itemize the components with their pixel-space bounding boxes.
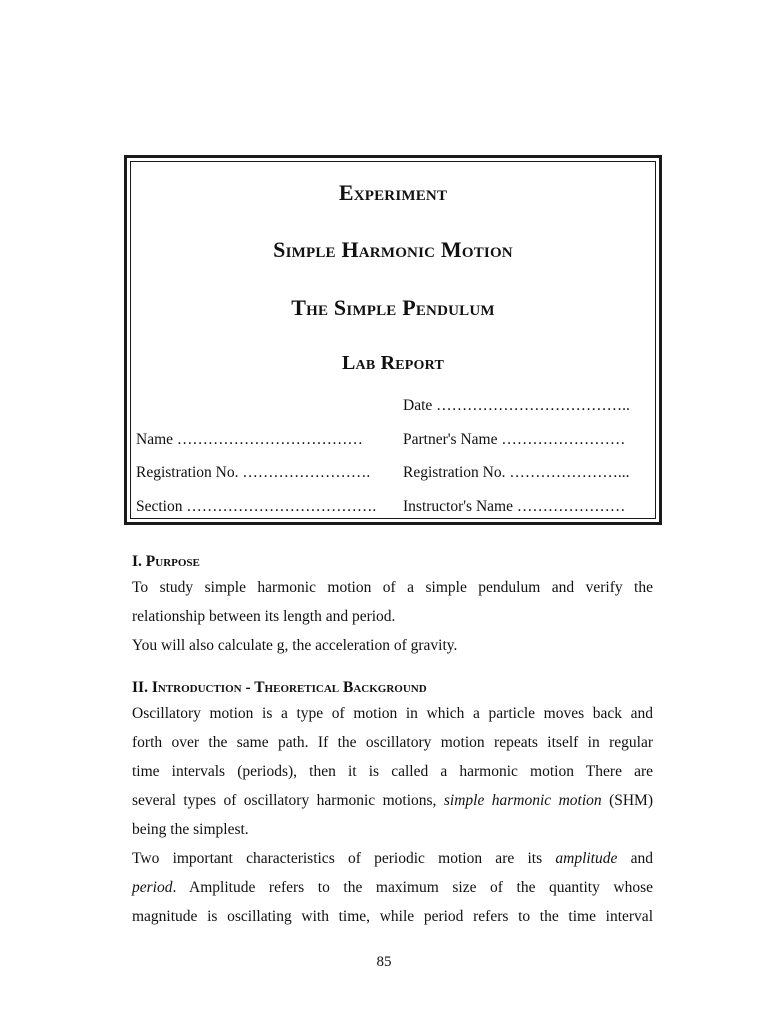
title-box [124, 155, 662, 525]
name-field: Name ……………………………… [136, 431, 363, 448]
instructor-name-field: Instructor's Name ………………… [403, 498, 626, 515]
partner-name-field: Partner's Name …………………… [403, 431, 626, 448]
purpose-line-3: You will also calculate g, the acceleration of gravity. [132, 637, 458, 654]
intro-line-6 [132, 844, 653, 873]
purpose-line-2: relationship between its length and period. [132, 608, 396, 625]
intro-line-1: Oscillatory motion is a type of motion in which a particle moves back and [132, 705, 653, 722]
page-number: 85 [376, 954, 392, 970]
experiment-title: Simple Harmonic Motion [273, 237, 513, 262]
experiment-heading: Experiment [338, 180, 448, 205]
experiment-subtitle: The Simple Pendulum [291, 295, 495, 320]
section-field: Section ………………………………. [136, 498, 377, 515]
intro-line-3: time intervals (periods), then it is called a harmonic motion There are [132, 763, 653, 780]
intro-line-4 [132, 786, 653, 815]
intro-line-2: forth over the same path. If the oscillatory motion repeats itself in regular [132, 734, 653, 751]
intro-line-7 [132, 873, 653, 902]
intro-line-5: being the simplest. [132, 821, 249, 838]
purpose-line-1: To study simple harmonic motion of a simple pendulum and verify the [132, 579, 653, 596]
intro-line-4-text-a: several types of oscillatory harmonic motions, [132, 792, 444, 809]
date-field: Date ……………………………….. [403, 397, 630, 414]
intro-line-7-emphasis: period [132, 879, 173, 896]
intro-line-4-text-b: (SHM) [601, 792, 654, 809]
introduction-paragraph [132, 699, 653, 931]
intro-line-6-emphasis: amplitude [555, 850, 618, 867]
intro-line-4-emphasis: simple harmonic motion [443, 792, 602, 809]
intro-line-6-text-b: and [617, 850, 653, 867]
intro-line-8: magnitude is oscillating with time, while period refers to the time interval [132, 908, 653, 925]
purpose-paragraph [132, 573, 653, 660]
introduction-heading: II. Introduction - Theoretical Background [132, 679, 427, 696]
lab-report-heading: Lab Report [342, 352, 444, 374]
intro-line-7-text-b: . Amplitude refers to the maximum size of the quantity whose [172, 879, 653, 896]
title-box-inner [130, 161, 656, 519]
purpose-heading: I. Purpose [132, 553, 200, 570]
registration-field-left: Registration No. ……………………. [136, 464, 371, 481]
registration-field-right: Registration No. …………………... [403, 464, 630, 481]
intro-line-6-text-a: Two important characteristics of periodic motion are its [132, 850, 556, 867]
